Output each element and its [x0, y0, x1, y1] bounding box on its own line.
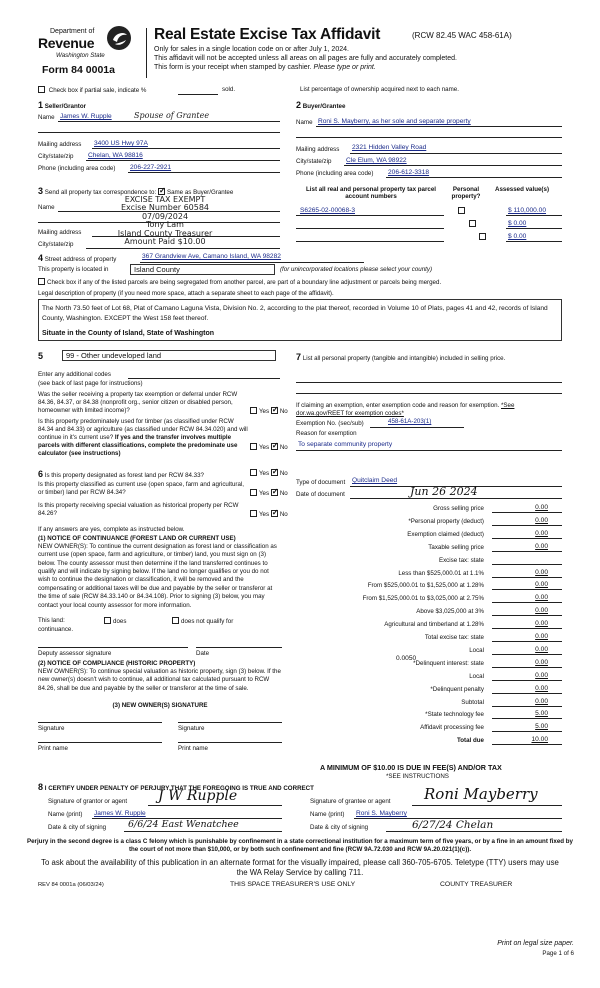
personal-property-line-2	[296, 393, 562, 394]
current-use-answers	[250, 489, 288, 497]
alternate-format-notice: To ask about the availability of this publication in an alternate format for the visually impaired, please call 360-705-6705. Teletype (TTY) users may use the WA Relay Service by calling 711.	[41, 858, 559, 877]
seller-name-value: James W. Rupple	[60, 113, 112, 120]
personal-property-checkbox-2[interactable]	[469, 220, 476, 227]
county-value: Island County	[134, 265, 180, 274]
street-line[interactable]	[140, 262, 364, 263]
exemption-codes-link[interactable]: *See dor.wa.gov/REET for exemption codes*	[296, 402, 515, 418]
deputy-date-label: Date	[196, 650, 210, 657]
reason-label: Reason for exemption	[296, 430, 357, 437]
buyer-name-line[interactable]	[316, 126, 562, 127]
header-divider	[146, 28, 147, 78]
header-note-3	[154, 64, 376, 72]
tax-row-label: Local	[469, 672, 484, 680]
exemption-claim-label: If claiming an exemption, enter exemption code and reason for exemption.	[296, 402, 500, 409]
see-instructions-note: *SEE INSTRUCTIONS	[386, 773, 449, 780]
seller-city-value: Chelan, WA 98816	[88, 152, 143, 159]
new-owner-print-label-1: Print name	[38, 745, 68, 752]
legal-situate: Situate in the County of Island, State of Washington	[42, 330, 215, 337]
tax-row-line[interactable]	[492, 525, 562, 526]
tax-row-value: 0.00	[535, 658, 548, 666]
see-back-note: (see back of last page for instructions)	[38, 380, 143, 387]
buyer-mailing-line[interactable]	[350, 153, 562, 154]
forest-no-label: No	[279, 470, 288, 477]
tax-row-value: 0.00	[535, 504, 548, 511]
stamp-line-3: 07/09/2024	[141, 211, 189, 221]
seller-city-label: City/state/zip	[38, 153, 74, 160]
parcel-line-2[interactable]	[296, 228, 444, 229]
personal-property-checkbox-1[interactable]	[458, 207, 465, 214]
section7-text	[296, 351, 562, 363]
section-number-5: 5	[38, 351, 44, 361]
section-number-7: 7	[296, 352, 302, 362]
grantor-signature: J W Rupple	[158, 788, 238, 804]
grantor-sig-label: Signature of grantor or agent	[48, 798, 128, 805]
washington-state-label: Washington State	[56, 52, 105, 59]
revision-number: REV 84 0001a (06/03/24)	[38, 882, 104, 888]
tax-row-label: Exemption claimed (deduct)	[407, 530, 484, 538]
new-owner-sig-line-1[interactable]	[38, 722, 162, 723]
tax-row-line[interactable]	[492, 628, 562, 629]
grantee-date-line[interactable]	[386, 831, 562, 832]
same-as-buyer-label: Same as Buyer/Grantee	[166, 189, 234, 196]
forest-no-checkbox[interactable]	[271, 469, 278, 476]
grantor-date-line[interactable]	[124, 831, 282, 832]
seller-mailing-value: 3400 US Hwy 97A	[94, 140, 148, 147]
forest-yes-checkbox[interactable]	[250, 469, 257, 476]
assessed-line-1[interactable]	[506, 215, 562, 216]
seller-city-line[interactable]	[86, 160, 280, 161]
seller-phone-line[interactable]	[128, 172, 280, 173]
new-owner-sig-line-2[interactable]	[178, 722, 282, 723]
tax-row-line[interactable]	[492, 706, 562, 707]
tax-row-line[interactable]	[492, 602, 562, 603]
tax-row-value: 0.00	[535, 581, 548, 589]
parcel-line-3[interactable]	[296, 241, 444, 242]
timber-question-bold: If yes and the transfer involves multiple parcels with different classifications, complete the predominate use calculator (see instructions)	[38, 434, 238, 458]
tax-row-line[interactable]	[492, 731, 562, 732]
segregated-text: Check box if any of the listed parcels are being segregated from another parcel, are part of a boundary line adjustment or parcels being merged.	[47, 279, 442, 286]
historical-yes-checkbox[interactable]	[250, 510, 257, 517]
buyer-phone-value: 206-612-3318	[388, 169, 430, 176]
doc-date-value: Jun 26 2024	[410, 485, 478, 498]
seller-phone-value: 206-227-2921	[130, 164, 172, 171]
deputy-date-line[interactable]	[196, 647, 282, 648]
timber-yes-label: Yes	[259, 444, 270, 451]
same-as-buyer-checkbox[interactable]	[158, 188, 165, 195]
county-note: (for unincorporated locations please select your county)	[280, 266, 433, 273]
buyer-mailing-label: Mailing address	[296, 146, 340, 153]
print-legal-note: Print on legal size paper.	[497, 940, 574, 947]
grantee-signature: Roni Mayberry	[424, 785, 538, 803]
tax-row-line[interactable]	[492, 667, 562, 668]
assessed-value-2: $ 0.00	[508, 220, 527, 227]
header-note-3b: Please type or print.	[313, 64, 376, 71]
buyer-name-value: Roni S. Mayberry, as her sole and separate property	[318, 118, 471, 125]
stamp-line-5: Island County Treasurer	[117, 228, 213, 238]
segregated-checkbox[interactable]	[38, 278, 45, 285]
section3-city-line[interactable]	[86, 248, 280, 249]
doc-type-value: Quitclaim Deed	[352, 477, 398, 484]
stamp-line-6: Amount Paid $10.00	[124, 236, 206, 246]
tax-row-value: 0.00	[535, 645, 548, 653]
legal-description-box[interactable]	[38, 299, 562, 341]
this-land-label: This land:	[38, 617, 65, 624]
partial-sale-checkbox[interactable]	[38, 86, 45, 93]
header-note-1: Only for sales in a single location code on or after July 1, 2024.	[154, 46, 349, 53]
certify-text: I CERTIFY UNDER PENALTY OF PERJURY THAT THE FOREGOING IS TRUE AND CORRECT	[44, 785, 314, 792]
timber-question-answers	[250, 443, 288, 451]
sold-label: sold.	[222, 86, 236, 93]
doc-type-label: Type of document	[296, 479, 346, 486]
tax-row-value: 0.00	[535, 633, 548, 640]
header-note-3a: This form is your receipt when stamped by cashier.	[154, 64, 312, 71]
tax-row-label: *Delinquent penalty	[430, 685, 484, 693]
tax-row-value: 0.00	[535, 697, 548, 705]
buyer-city-label: City/state/zip	[296, 158, 332, 165]
seller-name-label: Name	[38, 114, 55, 121]
notice-compliance-title: (2) NOTICE OF COMPLIANCE (HISTORIC PROPERTY)	[38, 660, 196, 667]
minimum-due-note: A MINIMUM OF $10.00 IS DUE IN FEE(S) AND/OR TAX	[320, 763, 502, 772]
tax-row-label: Local	[469, 646, 484, 654]
grantee-sig-line[interactable]	[412, 805, 562, 806]
seller-mailing-line[interactable]	[92, 148, 280, 149]
county-select[interactable]	[130, 264, 275, 275]
tax-row-label: *Delinquent interest: state	[413, 659, 484, 667]
tax-row-label: Excise tax: state	[438, 556, 484, 564]
street-value: 367 Grandview Ave, Camano Island, WA 98282	[142, 253, 281, 260]
doc-date-label: Date of document	[296, 491, 345, 498]
section3-name-label: Name	[38, 204, 55, 211]
grantor-name-label: Name (print)	[48, 811, 83, 818]
legal-label: Legal description of property (if you need more space, attach a separate sheet to each page of the affidavit).	[38, 290, 334, 297]
located-label: This property is located in	[38, 266, 109, 273]
grantee-name-label: Name (print)	[310, 811, 345, 818]
grantor-name-value: James W. Rupple	[94, 810, 146, 817]
tax-row-label: Total due	[456, 737, 484, 745]
tax-row-line[interactable]	[492, 654, 562, 655]
continuance-label: continuance.	[38, 626, 74, 633]
buyer-name-line-2	[296, 137, 562, 138]
buyer-phone-label: Phone (including area code)	[296, 170, 374, 177]
buyer-section-title	[296, 100, 345, 110]
notice-continuance-title: (1) NOTICE OF CONTINUANCE (FOREST LAND OR CURRENT USE)	[38, 535, 236, 542]
seller-phone-label: Phone (including area code)	[38, 165, 116, 172]
buyer-mailing-value: 2321 Hidden Valley Road	[352, 144, 427, 151]
personal-property-header: Personal property?	[451, 186, 481, 201]
tax-row-line[interactable]	[492, 538, 562, 539]
personal-property-text: List all personal property (tangible and intangible) included in selling price.	[302, 355, 506, 362]
grantee-name-value: Roni S. Mayberry	[356, 810, 407, 817]
tax-row-value: 0.00	[535, 671, 548, 679]
tax-row-line[interactable]	[492, 718, 562, 719]
current-use-question: Is this property classified as current use (open space, farm and agricultural, or timber) land per RCW 84.34?	[38, 481, 245, 497]
tax-row-label: Less than $525,000.01 at 1.1%	[398, 569, 484, 577]
tax-row-line[interactable]	[492, 589, 562, 590]
tax-row-line[interactable]	[492, 577, 562, 578]
does-not-checkbox[interactable]	[172, 617, 179, 624]
new-owner-signature-title: (3) NEW OWNER(S) SIGNATURE	[112, 702, 208, 709]
tax-row-line[interactable]	[492, 564, 562, 565]
tax-row-value: 0.00	[535, 542, 548, 550]
exemption-no-checkbox[interactable]	[271, 407, 278, 414]
section-number-6: 6	[38, 469, 44, 479]
tax-row-line[interactable]	[492, 551, 562, 552]
does-not-option	[172, 617, 233, 625]
assessed-line-3[interactable]	[506, 241, 562, 242]
tax-row-line[interactable]	[492, 744, 562, 745]
partial-sale-line[interactable]	[178, 94, 218, 95]
historical-yes-label: Yes	[259, 511, 270, 518]
forest-question	[38, 469, 204, 479]
new-owner-sig-label-2: Signature	[178, 725, 205, 732]
seller-section-title	[38, 100, 86, 110]
buyer-name-label: Name	[296, 119, 313, 126]
exemption-question: Was the seller receiving a property tax exemption or deferral under RCW 84.36, 84.37, or 84.38 (nonprofit org., senior citizen or disabled person, homeowner with limited income)?	[38, 391, 238, 415]
seller-name-handwritten: Spouse of Grantee	[134, 111, 210, 120]
stamp-line-1: EXCISE TAX EXEMPT	[124, 195, 206, 204]
timber-no-checkbox[interactable]	[271, 443, 278, 450]
tax-row-line[interactable]	[492, 641, 562, 642]
does-not-label: does not qualify for	[181, 618, 234, 625]
tax-row-label: *State technology fee	[425, 711, 484, 719]
exemption-no-line[interactable]	[370, 427, 464, 428]
perjury-notice: Perjury in the second degree is a class C felony which is punishable by confinement in a state correctional institution for a maximum term of five years, or by a fine in an amount fixed by the court of not more than $10,000, or by both such confinement and fine (RCW 9A.72.030 and RCW 9A.20.021(1)(c)).	[26, 838, 573, 854]
dept-of-label: Department of	[50, 28, 95, 35]
timber-question	[38, 418, 250, 458]
tax-row-label: Taxable selling price	[428, 543, 484, 551]
section4-street-label	[38, 253, 116, 263]
partial-sale-row	[38, 86, 146, 94]
tax-row-label: Affidavit processing fee	[420, 724, 484, 732]
partial-sale-label: Check box if partial sale, indicate %	[48, 87, 147, 94]
exemption-claim-text	[296, 402, 562, 419]
seller-title: Seller/Grantor	[44, 103, 87, 110]
notice-compliance-text: NEW OWNER(S): To continue special valuation as historic property, sign (3) below. If the new owner(s) doesn't wish to continue, all additional tax calculated pursuant to RCW 84.26, shall be due and payable by the seller or transferor at the time of sale.	[38, 668, 281, 692]
current-use-no-label: No	[279, 490, 288, 497]
tax-row-value: 10.00	[531, 736, 548, 744]
historical-no-checkbox[interactable]	[271, 510, 278, 517]
section-number-2: 2	[296, 100, 302, 110]
grantor-sig-line[interactable]	[148, 805, 282, 806]
exemption-question-answers	[250, 407, 288, 415]
exempt-stamp	[100, 196, 230, 246]
forest-yes-label: Yes	[259, 470, 270, 477]
tax-row-value: 0.00	[535, 620, 548, 628]
does-option	[104, 617, 126, 625]
timber-no-label: No	[279, 444, 288, 451]
dor-logo	[36, 24, 138, 80]
exemption-no-label: Exemption No. (sec/sub)	[296, 420, 364, 427]
forest-answers	[250, 469, 288, 477]
tax-row-label: Above $3,025,000 at 3%	[416, 608, 484, 616]
tax-row-label: Subtotal	[461, 698, 484, 706]
deputy-signature-label: Deputy assessor signature	[38, 650, 112, 657]
tax-row-label: Agricultural and timberland at 1.28%	[384, 621, 484, 629]
seller-mailing-label: Mailing address	[38, 141, 82, 148]
exemption-yes-checkbox[interactable]	[250, 407, 257, 414]
section3-mailing-label: Mailing address	[38, 229, 82, 236]
does-checkbox[interactable]	[104, 617, 111, 624]
current-use-no-checkbox[interactable]	[271, 489, 278, 496]
ownership-note: List percentage of ownership acquired next to each name.	[300, 86, 459, 93]
buyer-city-value: Cle Elum, WA 98922	[346, 157, 407, 164]
section-number-4: 4	[38, 253, 44, 263]
assessed-value-header: Assessed value(s)	[495, 186, 549, 193]
grantee-date-value: 6/27/24 Chelan	[412, 819, 494, 831]
tax-row-label: From $1,525,000.01 to $3,025,000 at 2.75%	[362, 595, 484, 603]
revenue-swirl-icon	[106, 25, 132, 51]
tax-row-value: 5.00	[535, 723, 548, 731]
tax-row-value: 0.00	[535, 684, 548, 692]
tax-row-value: 0.00	[535, 568, 548, 576]
new-owner-sig-label-1: Signature	[38, 725, 65, 732]
exemption-yes-label: Yes	[259, 408, 270, 415]
tax-row-line[interactable]	[492, 512, 562, 513]
section-number-1: 1	[38, 100, 44, 110]
form-title-ref: (RCW 82.45 WAC 458-61A)	[412, 31, 512, 40]
tax-row-label: From $525,000.01 to $1,525,000 at 1.28%	[367, 582, 484, 590]
county-treasurer-label: COUNTY TREASURER	[440, 881, 513, 888]
form-number: Form 84 0001a	[42, 64, 115, 76]
historical-no-label: No	[279, 511, 288, 518]
current-use-yes-label: Yes	[259, 490, 270, 497]
parcel-line-1[interactable]	[296, 215, 444, 216]
buyer-phone-line[interactable]	[386, 177, 562, 178]
notice-continuance-text: NEW OWNER(S): To continue the current designation as forest land or classification as current use (open space, farm and agriculture, or timber) land, you must sign on (3) below. The county assessor must then determine if the land transferred continues to qualify and will indicate by signing below. If the land no longer qualifies or you do not wish to continue the designation or classification, it will be removed and the compensating or additional taxes will be due and payable by the seller or transferor at the time of sale (RCW 84.33.140 or 84.34.108). Prior to signing (3) below, you may contact your local county assessor for more information.	[38, 543, 277, 609]
section-number-8: 8	[38, 782, 44, 792]
revenue-wordmark: Revenue	[38, 35, 95, 51]
exemption-no-value: 458-61A-203(1)	[388, 418, 432, 425]
historical-question: Is this property receiving special valuation as historical property per RCW 84.26?	[38, 502, 239, 518]
forest-question-text: Is this property designated as forest land per RCW 84.33?	[44, 472, 204, 479]
parcel-value-1: S6265-02-00068-3	[300, 207, 355, 214]
page-number: Page 1 of 6	[542, 950, 574, 957]
section-number-3: 3	[38, 186, 44, 196]
tax-row-line[interactable]	[492, 693, 562, 694]
assessed-line-2[interactable]	[506, 228, 562, 229]
personal-property-line-1[interactable]	[296, 382, 562, 383]
new-owner-print-line-1[interactable]	[38, 742, 162, 743]
historical-answers	[250, 510, 288, 518]
if-yes-note: If any answers are yes, complete as instructed below.	[38, 526, 185, 533]
assessed-value-1: $ 110,000.00	[508, 207, 547, 214]
buyer-city-line[interactable]	[344, 165, 562, 166]
section3-text: Send all property tax correspondence to:	[44, 189, 157, 196]
timber-yes-checkbox[interactable]	[250, 443, 257, 450]
land-use-select[interactable]	[62, 350, 276, 361]
seller-name-line[interactable]	[58, 121, 280, 122]
additional-codes-line[interactable]	[128, 378, 280, 379]
reason-value: To separate community property	[298, 441, 393, 448]
local-rate-value: 0.0050	[396, 655, 417, 662]
tax-row-label: *Personal property (deduct)	[408, 517, 484, 525]
tax-row-line[interactable]	[492, 680, 562, 681]
assessed-value-3: $ 0.00	[508, 233, 527, 240]
section3-city-label: City/state/zip	[38, 241, 74, 248]
land-use-value: 99 - Other undeveloped land	[66, 351, 162, 360]
grantee-sig-label: Signature of grantee or agent	[310, 798, 391, 805]
tax-row-value: 0.00	[535, 529, 548, 537]
parcel-header: List all real and personal property tax parcel account numbers	[306, 186, 436, 201]
tax-row-line[interactable]	[492, 615, 562, 616]
buyer-title: Buyer/Grantee	[302, 103, 346, 110]
legal-description: The North 73.50 feet of Lot 68, Plat of Camano Laguna Vista, Division No. 2, according to the plat thereof, recorded in Volume 10 of Plats, pages 41 and 42, records of Island County, Washington. EXCEPT the West 158 feet thereof.	[42, 305, 548, 322]
treasurer-use-label: THIS SPACE TREASURER'S USE ONLY	[230, 881, 356, 888]
reason-line[interactable]	[296, 450, 562, 451]
stamp-line-2: Excise Number 60584	[120, 203, 210, 213]
header-note-2: This affidavit will not be accepted unless all areas on all pages are fully and accurately completed.	[154, 55, 457, 62]
tax-row-value: 0.00	[535, 607, 548, 615]
additional-codes-label: Enter any additional codes	[38, 371, 111, 378]
personal-property-checkbox-3[interactable]	[479, 233, 486, 240]
new-owner-print-label-2: Print name	[178, 745, 208, 752]
tax-row-label: Total excise tax: state	[424, 634, 484, 641]
stamp-line-4: Tony Lam	[146, 220, 184, 230]
grantee-date-label: Date & city of signing	[310, 824, 369, 831]
timber-question-text: Is this property predominately used for timber (as classified under RCW 84.34 and 84.33) or agriculture (as classified under RCW 84.34.020) and will continue in it's current use?	[38, 418, 248, 442]
new-owner-print-line-2[interactable]	[178, 742, 282, 743]
segregated-row	[38, 278, 441, 286]
tax-row-value: 0.00	[535, 594, 548, 602]
current-use-yes-checkbox[interactable]	[250, 489, 257, 496]
grantor-date-value: 6/6/24 East Wenatchee	[128, 819, 239, 830]
tax-row-value: 0.00	[535, 516, 548, 524]
exemption-no-label: No	[279, 408, 288, 415]
seller-name-line-2	[38, 132, 280, 133]
tax-row-label: Gross selling price	[433, 505, 484, 512]
form-title: Real Estate Excise Tax Affidavit	[154, 26, 381, 43]
street-label: Street address of property	[44, 256, 117, 263]
deputy-signature-line[interactable]	[38, 647, 188, 648]
does-label: does	[113, 618, 127, 625]
tax-row-value: 5.00	[535, 710, 548, 718]
grantor-date-label: Date & city of signing	[48, 824, 107, 831]
